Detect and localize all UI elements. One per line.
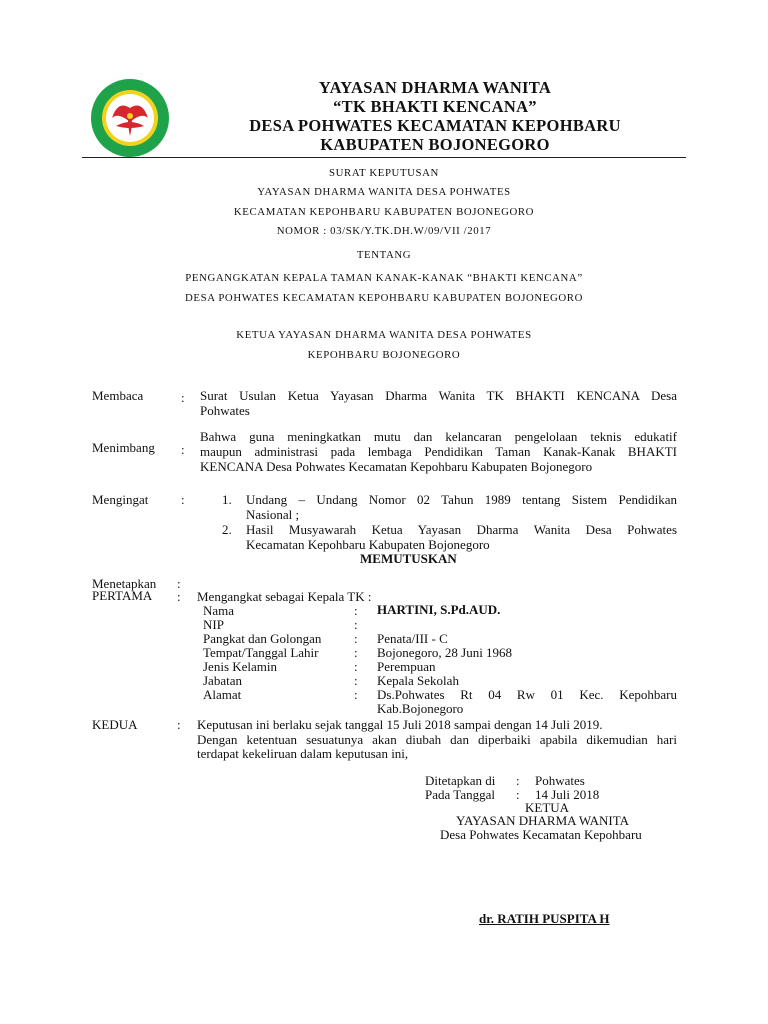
decree-subject-2: DESA POHWATES KECAMATAN KEPOHBARU KABUPATEN BOJONEGORO [185, 292, 583, 304]
membaca-colon: : [181, 390, 185, 405]
decree-location: KECAMATAN KEPOHBARU KABUPATEN BOJONEGORO [233, 206, 535, 218]
membaca-label: Membaca [92, 388, 144, 403]
field-label-nama: Nama [203, 603, 235, 618]
field-colon: : [354, 617, 358, 632]
menimbang-line-1: Bahwa guna meningkatkan mutu dan kelancaran pengelolaan teknis edukatif [200, 429, 677, 444]
ditetapkan-colon: : [516, 773, 520, 788]
field-label-jabatan: Jabatan [203, 673, 242, 688]
regency: KABUPATEN BOJONEGORO [320, 135, 550, 154]
field-value-alamat: Ds.Pohwates Rt 04 Rw 01 Kec. Kepohbaru [377, 687, 677, 702]
chair-title-2: KEPOHBARU BOJONEGORO [307, 349, 461, 361]
pertama-colon: : [177, 589, 181, 604]
field-value-jabatan: Kepala Sekolah [377, 673, 459, 688]
pertama-intro: Mengangkat sebagai Kepala TK : [197, 589, 372, 604]
mengingat-item-2-line-2: Kecamatan Kepohbaru Kabupaten Bojonegoro [246, 537, 490, 552]
kedua-line-2: Dengan ketentuan sesuatunya akan diubah dan diperbaiki apabila dikemudian hari [197, 732, 677, 747]
membaca-line-1: Surat Usulan Ketua Yayasan Dharma Wanita TK BHAKTI KENCANA Desa [200, 388, 677, 403]
field-label-nip: NIP [203, 617, 224, 632]
village-district: DESA POHWATES KECAMATAN KEPOHBARU [249, 116, 621, 135]
kedua-colon: : [177, 717, 181, 732]
memutuskan-heading: MEMUTUSKAN [360, 551, 457, 566]
org-name: YAYASAN DHARMA WANITA [318, 78, 552, 97]
mengingat-colon: : [181, 492, 185, 507]
menetapkan-label: Menetapkan [92, 576, 157, 591]
field-colon: : [354, 687, 358, 702]
field-value-jenis-kelamin: Perempuan [377, 659, 436, 674]
field-colon: : [354, 603, 358, 618]
field-colon: : [354, 659, 358, 674]
pertama-label: PERTAMA [92, 588, 153, 603]
signer-name: dr. RATIH PUSPITA H [479, 911, 610, 926]
mengingat-item-1-line-1: Undang – Undang Nomor 02 Tahun 1989 tentang Sistem Pendidikan [246, 492, 677, 507]
field-value-alamat-2: Kab.Bojonegoro [377, 701, 464, 716]
decree-tentang: TENTANG [356, 249, 412, 261]
membaca-line-2: Pohwates [200, 403, 250, 418]
dharma-wanita-logo [90, 78, 170, 158]
menimbang-colon: : [181, 442, 185, 457]
decree-subject-1: PENGANGKATAN KEPALA TAMAN KANAK-KANAK “BHAKTI KENCANA” [185, 272, 583, 284]
tanggal-label: Pada Tanggal [425, 787, 495, 802]
field-value-pangkat: Penata/III - C [377, 631, 448, 646]
kedua-line-1: Keputusan ini berlaku sejak tanggal 15 Juli 2018 sampai dengan 14 Juli 2019. [197, 717, 603, 732]
mengingat-item-2-line-1: Hasil Musyawarah Ketua Yayasan Dharma Wanita Desa Pohwates [246, 522, 677, 537]
field-label-alamat: Alamat [203, 687, 242, 702]
decree-title: SURAT KEPUTUSAN [329, 167, 439, 179]
decree-number: NOMOR : 03/SK/Y.TK.DH.W/09/VII /2017 [276, 225, 492, 237]
tanggal-value: 14 Juli 2018 [535, 787, 600, 802]
field-colon: : [354, 631, 358, 646]
menetapkan-colon: : [177, 576, 181, 591]
mengingat-number-1: 1. [222, 492, 232, 507]
field-label-pangkat: Pangkat dan Golongan [203, 631, 322, 646]
mengingat-number-2: 2. [222, 522, 232, 537]
mengingat-label: Mengingat [92, 492, 149, 507]
menimbang-line-3: KENCANA Desa Pohwates Kecamatan Kepohbaru Kabupaten Bojonegoro [200, 459, 593, 474]
kedua-line-3: terdapat kekeliruan dalam keputusan ini, [197, 746, 409, 761]
signer-role-3: Desa Pohwates Kecamatan Kepohbaru [440, 827, 642, 842]
field-value-ttl: Bojonegoro, 28 Juni 1968 [377, 645, 513, 660]
mengingat-item-1-line-2: Nasional ; [246, 507, 300, 522]
school-name: “TK BHAKTI KENCANA” [333, 97, 537, 116]
field-label-jenis-kelamin: Jenis Kelamin [203, 659, 278, 674]
signer-role-1: KETUA [525, 800, 570, 815]
tanggal-colon: : [516, 787, 520, 802]
ditetapkan-label: Ditetapkan di [425, 773, 496, 788]
ditetapkan-value: Pohwates [535, 773, 585, 788]
signer-role-2: YAYASAN DHARMA WANITA [456, 813, 630, 828]
menimbang-line-2: maupun administrasi pada lembaga Pendidikan Taman Kanak-Kanak BHAKTI [200, 444, 677, 459]
field-value-nama: HARTINI, S.Pd.AUD. [377, 602, 501, 617]
menimbang-label: Menimbang [92, 440, 155, 455]
kedua-label: KEDUA [92, 717, 138, 732]
field-label-ttl: Tempat/Tanggal Lahir [203, 645, 319, 660]
chair-title-1: KETUA YAYASAN DHARMA WANITA DESA POHWATES [236, 329, 532, 341]
header-divider [82, 157, 686, 158]
field-colon: : [354, 645, 358, 660]
field-colon: : [354, 673, 358, 688]
decree-issuer: YAYASAN DHARMA WANITA DESA POHWATES [257, 186, 511, 198]
